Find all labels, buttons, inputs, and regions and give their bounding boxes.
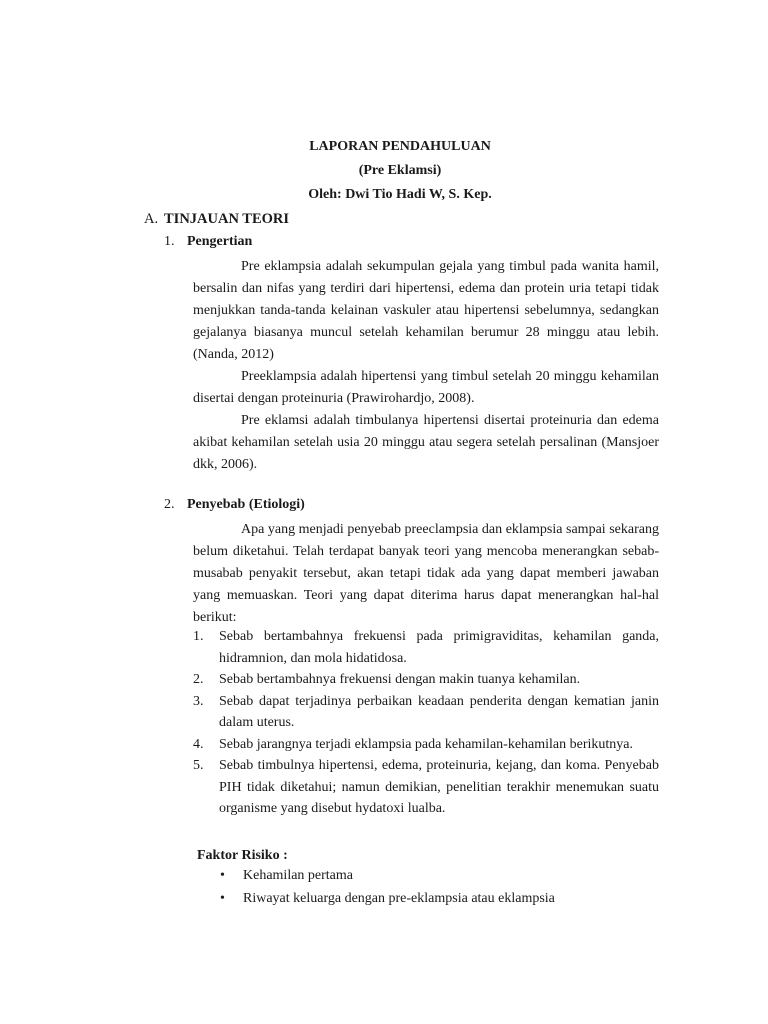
subsection-title: Pengertian [187, 234, 253, 249]
list-number: 4. [193, 736, 204, 752]
paragraph-definition-3: Pre eklamsi adalah timbulanya hipertensi disertai proteinuria dan edema akibat kehamilan setelah usia 20 minggu atau segera setelah persalinan (Mansjoer dkk, 2006). [193, 413, 659, 472]
subsection-title: Penyebab (Etiologi) [187, 497, 305, 512]
subsection-heading-pengertian [164, 231, 252, 253]
list-item [193, 669, 659, 691]
list-number: 1. [193, 629, 204, 644]
bullet-icon: • [220, 891, 225, 906]
subsection-number: 2. [164, 497, 175, 512]
bullet-item [218, 887, 658, 910]
list-text: Sebab dapat terjadinya perbaikan keadaan penderita dengan kematian janin dalam uterus. [219, 693, 659, 730]
list-number: 3. [193, 693, 204, 709]
list-number: 2. [193, 672, 204, 687]
subsection-heading-penyebab [164, 494, 305, 516]
list-text: Sebab jarangnya terjadi eklampsia pada kehamilan-kehamilan berikutnya. [219, 736, 634, 752]
section-title: TINJAUAN TEORI [164, 211, 290, 227]
risk-factors-heading: Faktor Risiko : [197, 848, 288, 863]
bullet-text: Riwayat keluarga dengan pre-eklampsia atau eklampsia [243, 891, 555, 906]
paragraph-definition-2: Preeklampsia adalah hipertensi yang timbul setelah 20 minggu kehamilan disertai dengan proteinuria (Prawirohardjo, 2008). [193, 369, 659, 406]
section-letter: A. [144, 211, 159, 227]
list-text: Sebab bertambahnya frekuensi dengan makin tuanya kehamilan. [219, 672, 581, 687]
document-title: LAPORAN PENDAHULUAN [309, 139, 491, 154]
etiology-list [193, 626, 659, 820]
risk-factors-list [218, 864, 658, 910]
list-number: 5. [193, 758, 204, 773]
paragraph-etiology-intro: Apa yang menjadi penyebab preeclampsia dan eklampsia sampai sekarang belum diketahui. Telah terdapat banyak teori yang mencoba menerangkan sebab-musabab penyakit tersebut, akan tetapi tidak ada yang dapat memberi jawaban yang memuaskan. Teori yang dapat diterima harus dapat menerangkan hal-hal berikut: [193, 522, 659, 625]
document-author: Oleh: Dwi Tio Hadi W, S. Kep. [308, 187, 492, 202]
list-text: Sebab timbulnya hipertensi, edema, proteinuria, kejang, dan koma. Penyebab PIH tidak diketahui; namun demikian, penelitian terakhir menemukan suatu organisme yang disebut hydatoxi lualba. [219, 758, 659, 816]
bullet-item [218, 864, 658, 887]
list-item [193, 626, 659, 669]
subsection-number: 1. [164, 234, 175, 249]
list-text: Sebab bertambahnya frekuensi pada primigraviditas, kehamilan ganda, hidramnion, dan mola hidatidosa. [219, 629, 659, 666]
list-item [193, 691, 659, 734]
list-item [193, 755, 659, 820]
bullet-text: Kehamilan pertama [243, 868, 354, 883]
document-subtitle: (Pre Eklamsi) [358, 163, 442, 178]
list-item [193, 734, 659, 756]
bullet-icon: • [220, 868, 225, 883]
paragraph-definition-1: Pre eklampsia adalah sekumpulan gejala yang timbul pada wanita hamil, bersalin dan nifas yang terdiri dari hipertensi, edema dan protein uria tetapi tidak menjukkan tanda-tanda kelainan vaskuler atau hipertensi sebelumnya, sedangkan gejalanya biasanya muncul setelah kehamilan berumur 28 minggu atau lebih. (Nanda, 2012) [193, 259, 659, 362]
title-block [0, 135, 768, 207]
section-heading-a [144, 208, 289, 230]
